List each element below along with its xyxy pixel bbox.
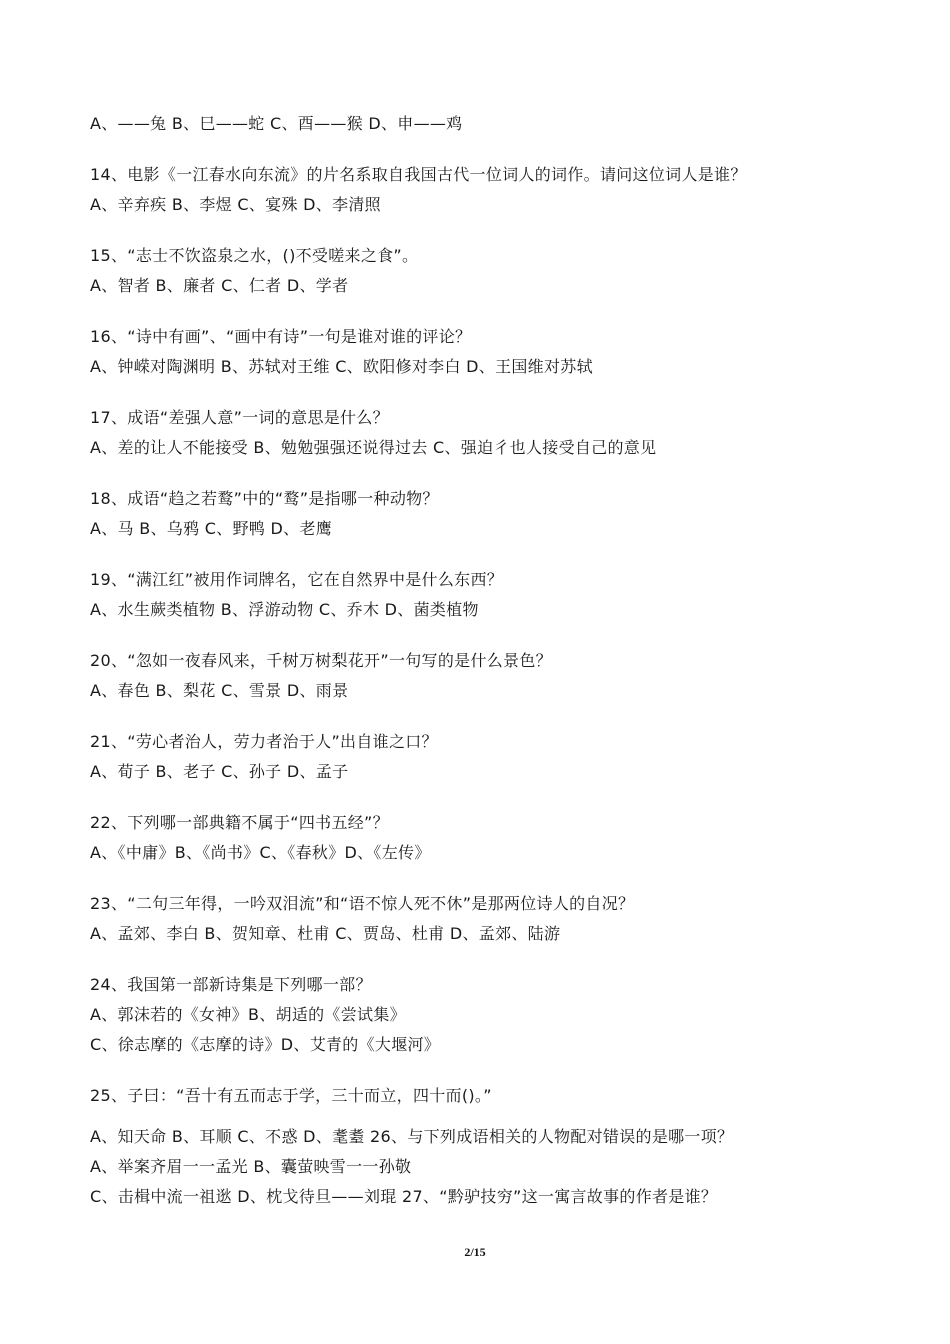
answer-options-18: A、马 B、乌鸦 C、野鸭 D、老鹰 — [90, 519, 333, 538]
question-19: 19、“满江红”被用作词牌名，它在自然界中是什么东西？ — [90, 570, 504, 589]
answer-options-24-cd: C、徐志摩的《志摩的诗》D、艾青的《大堰河》 — [90, 1035, 441, 1054]
answer-options-26-cd-question-27: C、击楫中流一祖逖 D、枕戈待旦——刘琨 27、“黔驴技穷”这一寓言故事的作者是谁？ — [90, 1187, 718, 1206]
question-24: 24、我国第一部新诗集是下列哪一部？ — [90, 975, 372, 994]
question-14: 14、电影《一江春水向东流》的片名系取自我国古代一位词人的词作。请问这位词人是谁？ — [90, 165, 747, 184]
answer-options-21: A、荀子 B、老子 C、孙子 D、孟子 — [90, 762, 349, 781]
page-number: 2/15 — [464, 1245, 486, 1259]
question-20: 20、“忽如一夜春风来，千树万树梨花开”一句写的是什么景色？ — [90, 651, 552, 670]
answer-options-14: A、辛弃疾 B、李煜 C、宴殊 D、李清照 — [90, 195, 381, 214]
answer-options-22: A、《中庸》B、《尚书》C、《春秋》D、《左传》 — [90, 843, 431, 862]
question-16: 16、“诗中有画”、“画中有诗”一句是谁对谁的评论？ — [90, 327, 472, 346]
answer-options-15: A、智者 B、廉者 C、仁者 D、学者 — [90, 276, 349, 295]
question-15: 15、“志士不饮盗泉之水，()不受嗟来之食”。 — [90, 246, 419, 265]
answer-options-17: A、差的让人不能接受 B、勉勉强强还说得过去 C、强迫彳也人接受自己的意见 — [90, 438, 657, 457]
question-18: 18、成语“趋之若鹜”中的“鹜”是指哪一种动物？ — [90, 489, 439, 508]
answer-options-20: A、春色 B、梨花 C、雪景 D、雨景 — [90, 681, 349, 700]
question-21: 21、“劳心者治人，劳力者治于人”出自谁之口？ — [90, 732, 438, 751]
question-25: 25、子曰：“吾十有五而志于学，三十而立，四十而()。” — [90, 1086, 492, 1105]
question-17: 17、成语“差强人意”一词的意思是什么？ — [90, 408, 389, 427]
question-22: 22、下列哪一部典籍不属于“四书五经”？ — [90, 813, 389, 832]
answer-options-23: A、孟郊、李白 B、贺知章、杜甫 C、贾岛、杜甫 D、孟郊、陆游 — [90, 924, 561, 943]
question-23: 23、“二句三年得，一吟双泪流”和“语不惊人死不休”是那两位诗人的自况？ — [90, 894, 635, 913]
answer-options-16: A、钟嵘对陶渊明 B、苏轼对王维 C、欧阳修对李白 D、王国维对苏轼 — [90, 357, 593, 376]
answer-options-25-question-26: A、知天命 B、耳顺 C、不惑 D、耄耋 26、与下列成语相关的人物配对错误的是哪一项？ — [90, 1127, 734, 1146]
answer-options-19: A、水生蕨类植物 B、浮游动物 C、乔木 D、菌类植物 — [90, 600, 479, 619]
answer-options-26-ab: A、举案齐眉一一孟光 B、囊萤映雪一一孙敬 — [90, 1157, 412, 1176]
answer-options-24-ab: A、郭沫若的《女神》B、胡适的《尝试集》 — [90, 1005, 406, 1024]
answer-options-13: A、——兔 B、巳——蛇 C、酉——猴 D、申——鸡 — [90, 114, 463, 133]
